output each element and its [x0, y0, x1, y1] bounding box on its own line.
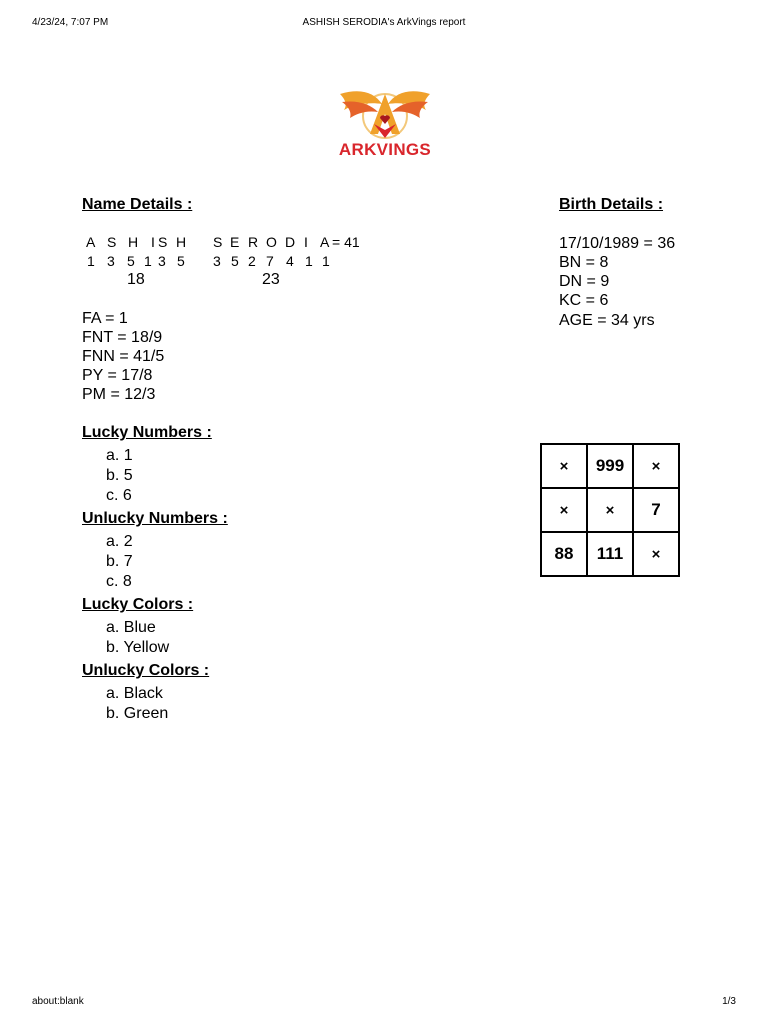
first-letter: I: [151, 234, 155, 250]
grid-cell: ×: [587, 488, 633, 532]
list-item: a. 1: [106, 447, 133, 464]
numerology-grid: [540, 443, 680, 577]
name-details-heading: Name Details :: [82, 196, 193, 213]
birth-value: AGE = 34 yrs: [559, 312, 655, 329]
list-item: b. Yellow: [106, 638, 170, 656]
print-title: ASHISH SERODIA's ArkVings report: [302, 17, 466, 28]
brand-name: ARKVINGS: [338, 140, 432, 159]
unlucky-numbers-heading: Unlucky Numbers :: [82, 510, 228, 527]
lucky-numbers-heading: Lucky Numbers :: [82, 424, 212, 441]
first-letter: S: [158, 234, 168, 250]
first-letter: S: [107, 234, 117, 250]
print-url: about:blank: [32, 996, 84, 1007]
last-number: 3: [213, 253, 221, 269]
first-letter: H: [128, 234, 139, 250]
name-value: PM = 12/3: [82, 386, 156, 403]
list-item: c. 8: [106, 572, 132, 590]
first-number: 3: [158, 253, 166, 269]
grid-cell: 111: [587, 532, 633, 576]
last-number: 2: [248, 253, 256, 269]
last-letter: O: [266, 234, 277, 250]
list-item: b. Green: [106, 704, 169, 722]
birth-value: DN = 9: [559, 273, 610, 290]
birth-value: BN = 8: [559, 254, 609, 271]
first-number: 1: [87, 253, 95, 269]
lucky-colors-list: [106, 618, 169, 658]
lucky-numbers-list: [106, 446, 133, 505]
first-number: 5: [127, 253, 135, 269]
last-number: 1: [305, 253, 313, 269]
birth-details-heading: Birth Details :: [559, 196, 664, 213]
name-value: FNT = 18/9: [82, 329, 163, 346]
list-item: a. 2: [106, 533, 133, 550]
first-letter: A: [86, 234, 96, 250]
last-number: 7: [266, 253, 274, 269]
grid-cell: 88: [541, 532, 587, 576]
lucky-colors-heading: Lucky Colors :: [82, 596, 194, 613]
name-value: PY = 17/8: [82, 367, 153, 384]
last-letter: R: [248, 234, 259, 250]
birth-value: 17/10/1989 = 36: [559, 235, 676, 252]
first-letter: H: [176, 234, 187, 250]
list-item: b. 5: [106, 466, 133, 484]
page-number: 1/3: [722, 996, 736, 1007]
first-name-sum: 18: [127, 271, 145, 288]
grid-cell: 999: [587, 444, 633, 488]
list-item: c. 6: [106, 486, 132, 504]
first-number: 5: [177, 253, 185, 269]
grid-row: [541, 488, 679, 532]
grid-row: [541, 444, 679, 488]
first-number: 3: [107, 253, 115, 269]
list-item: b. 7: [106, 552, 133, 570]
grid-cell: ×: [541, 488, 587, 532]
arkvings-logo: [330, 80, 440, 162]
grid-cell: ×: [633, 444, 679, 488]
list-item: a. Blue: [106, 619, 156, 636]
name-value: FNN = 41/5: [82, 348, 165, 365]
last-letter: S: [213, 234, 223, 250]
arkvings-emblem-icon: [330, 80, 440, 140]
last-name-sum: 23: [262, 271, 280, 288]
last-letter: D: [285, 234, 296, 250]
last-letter: A: [320, 234, 330, 250]
last-letter: I: [304, 234, 308, 250]
unlucky-colors-heading: Unlucky Colors :: [82, 662, 210, 679]
name-value: FA = 1: [82, 310, 128, 327]
unlucky-colors-list: [106, 684, 168, 724]
list-item: a. Black: [106, 685, 163, 702]
last-number: 5: [231, 253, 239, 269]
name-total: = 41: [332, 234, 360, 250]
grid-cell: ×: [541, 444, 587, 488]
grid-cell: ×: [633, 532, 679, 576]
last-number: 4: [286, 253, 294, 269]
birth-value: KC = 6: [559, 292, 609, 309]
grid-cell: 7: [633, 488, 679, 532]
last-letter: E: [230, 234, 240, 250]
first-number: 1: [144, 253, 152, 269]
grid-row: [541, 532, 679, 576]
unlucky-numbers-list: [106, 532, 133, 591]
last-number: 1: [322, 253, 330, 269]
print-datetime: 4/23/24, 7:07 PM: [32, 17, 109, 28]
